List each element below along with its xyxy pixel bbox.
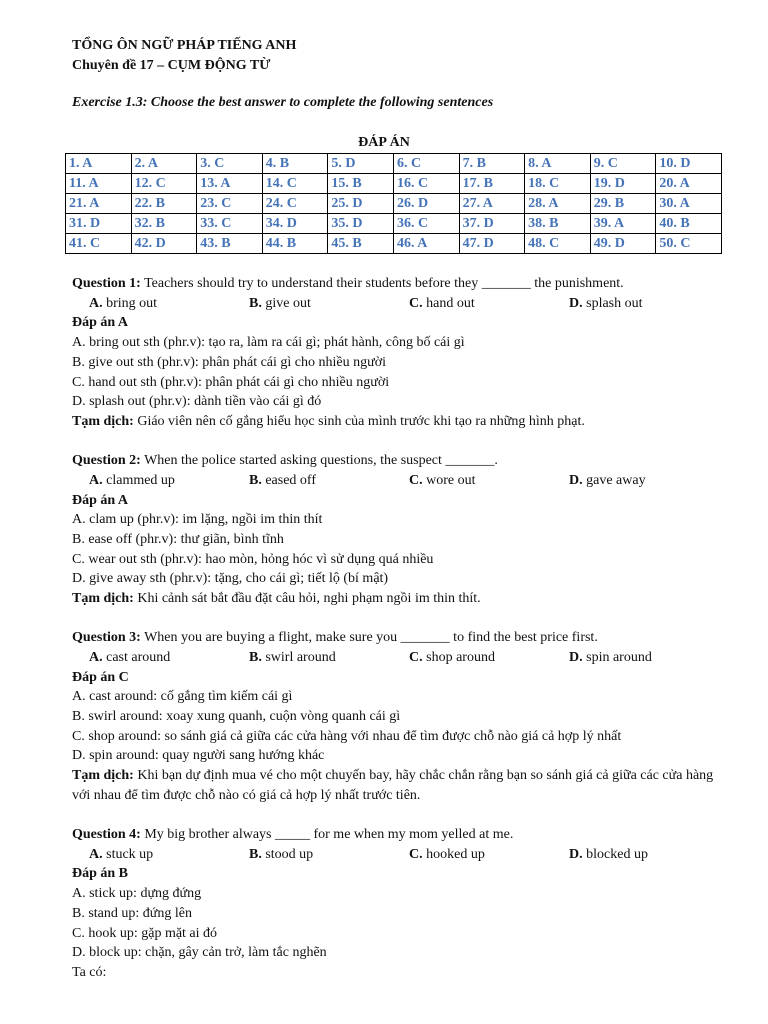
question-sentence: When the police started asking questions, the suspect _______.	[140, 453, 498, 469]
answer-key-cell: 36. C	[393, 214, 459, 234]
answer-option	[89, 845, 153, 865]
question-block	[72, 451, 732, 609]
question-text	[72, 628, 732, 648]
answer-key-cell: 41. C	[66, 234, 132, 254]
answer-options	[72, 294, 732, 314]
question-text	[72, 274, 732, 294]
option-text: stood up	[261, 846, 314, 862]
question-label: Question 3:	[72, 630, 141, 646]
exercise-instruction: : Choose the best answer to complete the following sentences	[142, 95, 494, 110]
answer-key-cell: 40. B	[656, 214, 722, 234]
answer-key-cell: 15. B	[328, 174, 394, 194]
explanation-line: D. block up: chặn, gây cản trở, làm tắc nghẽn	[72, 945, 327, 961]
answer-option	[569, 294, 643, 314]
option-text: eased off	[261, 472, 317, 488]
answer-key-cell: 16. C	[393, 174, 459, 194]
option-letter: A.	[89, 649, 103, 665]
answer-key-cell: 28. A	[525, 194, 591, 214]
answer-option	[409, 648, 495, 668]
option-letter: D.	[569, 649, 583, 665]
answer-key-cell: 30. A	[656, 194, 722, 214]
option-letter: A.	[89, 295, 103, 311]
option-letter: C.	[409, 846, 423, 862]
option-letter: C.	[409, 295, 423, 311]
option-text: wore out	[422, 472, 476, 488]
answer-key-cell: 18. C	[525, 174, 591, 194]
question-text	[72, 825, 732, 845]
answer-key-row	[66, 214, 722, 234]
answer-key-cell: 22. B	[131, 194, 197, 214]
answer-option	[89, 648, 170, 668]
answer-key-cell: 43. B	[197, 234, 263, 254]
translation	[72, 589, 732, 609]
option-letter: A.	[89, 846, 103, 862]
answer-key-cell: 17. B	[459, 174, 525, 194]
document-title: TỔNG ÔN NGỮ PHÁP TIẾNG ANH	[72, 38, 297, 53]
translation-text: Khi cảnh sát bắt đầu đặt câu hỏi, nghi phạm ngồi im thin thít.	[133, 591, 481, 607]
answer-key-cell: 20. A	[656, 174, 722, 194]
option-letter: B.	[249, 472, 262, 488]
answer-key-cell: 35. D	[328, 214, 394, 234]
option-text: bring out	[102, 295, 158, 311]
translation	[72, 412, 732, 432]
translation-text: Giáo viên nên cố gắng hiểu học sinh của mình trước khi tạo ra những hình phạt.	[133, 413, 585, 429]
answer-options	[72, 845, 732, 865]
question-spacer	[72, 609, 732, 629]
explanation-line: A. stick up: dựng đứng	[72, 886, 202, 902]
answer-key-cell: 38. B	[525, 214, 591, 234]
answer-key-cell: 21. A	[66, 194, 132, 214]
option-letter: B.	[249, 649, 262, 665]
explanation-line: B. ease off (phr.v): thư giãn, bình tĩnh	[72, 531, 284, 547]
answer-key-cell: 31. D	[66, 214, 132, 234]
answer-key-cell: 7. B	[459, 154, 525, 174]
answer-option	[249, 294, 311, 314]
answer-option	[569, 648, 652, 668]
option-letter: A.	[89, 472, 103, 488]
answer-options	[72, 471, 732, 491]
answer-key-cell: 37. D	[459, 214, 525, 234]
answer-key-cell: 10. D	[656, 154, 722, 174]
answer-key-cell: 44. B	[262, 234, 328, 254]
question-sentence: When you are buying a flight, make sure you _______ to find the best price first.	[140, 630, 598, 646]
question-spacer	[72, 806, 732, 826]
option-text: swirl around	[261, 649, 336, 665]
option-text: stuck up	[102, 846, 154, 862]
answer-key-cell: 9. C	[590, 154, 656, 174]
translation	[72, 766, 732, 805]
option-letter: D.	[569, 846, 583, 862]
answer-key-cell: 19. D	[590, 174, 656, 194]
question-label: Question 2:	[72, 453, 141, 469]
answer-key-cell: 49. D	[590, 234, 656, 254]
question-block	[72, 628, 732, 805]
option-letter: B.	[249, 295, 262, 311]
option-text: hooked up	[422, 846, 485, 862]
explanation-line: C. wear out sth (phr.v): hao mòn, hỏng hóc vì sử dụng quá nhiều	[72, 551, 434, 567]
answer-option	[89, 471, 175, 491]
answer-key-cell: 23. C	[197, 194, 263, 214]
answer-option	[409, 845, 485, 865]
answer-key-cell: 29. B	[590, 194, 656, 214]
answer-key-cell: 27. A	[459, 194, 525, 214]
option-text: give out	[261, 295, 311, 311]
question-sentence: My big brother always _____ for me when my mom yelled at me.	[140, 827, 514, 843]
explanation-line: A. cast around: cố gắng tìm kiếm cái gì	[72, 689, 293, 705]
answer-key-cell: 45. B	[328, 234, 394, 254]
question-text	[72, 451, 732, 471]
option-text: gave away	[582, 472, 646, 488]
translation-text: Khi bạn dự định mua vé cho một chuyến bay, hãy chắc chắn rằng bạn so sánh giá cả giữa các cửa hàng với nhau để tìm được chỗ nào có giá cả hợp lý nhất trước tiên.	[72, 768, 714, 803]
answer-key-cell: 8. A	[525, 154, 591, 174]
correct-answer: Đáp án A	[72, 315, 129, 331]
answer-key-table	[65, 153, 722, 254]
answer-key-cell: 25. D	[328, 194, 394, 214]
answer-key-cell: 47. D	[459, 234, 525, 254]
note-line: Ta có:	[72, 964, 107, 980]
exercise-heading	[72, 95, 493, 111]
question-label: Question 1:	[72, 276, 141, 291]
option-text: hand out	[422, 295, 475, 311]
option-text: shop around	[422, 649, 495, 665]
explanation-line: B. swirl around: xoay xung quanh, cuộn vòng quanh cái gì	[72, 709, 401, 725]
answer-option	[409, 294, 475, 314]
answer-key-cell: 13. A	[197, 174, 263, 194]
option-text: blocked up	[582, 846, 648, 862]
answer-key-cell: 42. D	[131, 234, 197, 254]
option-text: spin around	[582, 649, 652, 665]
exercise-label: Exercise 1.3	[72, 95, 143, 110]
correct-answer: Đáp án B	[72, 866, 129, 882]
explanation-line: A. bring out sth (phr.v): tạo ra, làm ra cái gì; phát hành, công bố cái gì	[72, 335, 465, 351]
answer-key-cell: 6. C	[393, 154, 459, 174]
answer-key-cell: 48. C	[525, 234, 591, 254]
answer-key-cell: 12. C	[131, 174, 197, 194]
answer-key-row	[66, 154, 722, 174]
translation-label: Tạm dịch:	[72, 768, 134, 784]
answer-key-cell: 2. A	[131, 154, 197, 174]
explanation-line: B. give out sth (phr.v): phân phát cái gì cho nhiều người	[72, 354, 386, 370]
question-block	[72, 274, 732, 432]
question-label: Question 4:	[72, 827, 141, 843]
answer-key-cell: 32. B	[131, 214, 197, 234]
questions-list	[72, 274, 732, 983]
explanation-line: A. clam up (phr.v): im lặng, ngồi im thin thít	[72, 512, 323, 528]
answer-key-cell: 5. D	[328, 154, 394, 174]
explanation-line: D. give away sth (phr.v): tặng, cho cái gì; tiết lộ (bí mật)	[72, 571, 389, 587]
answer-option	[249, 845, 313, 865]
answer-option	[89, 294, 157, 314]
explanation-line: C. shop around: so sánh giá cả giữa các cửa hàng với nhau để tìm được chỗ nào giá cả hợp lý nhất	[72, 728, 622, 744]
answer-key-cell: 34. D	[262, 214, 328, 234]
answer-key-row	[66, 234, 722, 254]
answer-key-cell: 4. B	[262, 154, 328, 174]
question-sentence: Teachers should try to understand their students before they _______ the punishment.	[140, 276, 624, 291]
answer-key-row	[66, 194, 722, 214]
document-subtitle: Chuyên đề 17 – CỤM ĐỘNG TỪ	[72, 58, 271, 73]
option-letter: D.	[569, 295, 583, 311]
question-spacer	[72, 432, 732, 452]
answer-key-cell: 24. C	[262, 194, 328, 214]
option-letter: C.	[409, 649, 423, 665]
answer-key-cell: 39. A	[590, 214, 656, 234]
option-text: clammed up	[102, 472, 175, 488]
translation-label: Tạm dịch:	[72, 413, 134, 429]
correct-answer: Đáp án A	[72, 492, 129, 508]
option-letter: B.	[249, 846, 262, 862]
answer-key-cell: 26. D	[393, 194, 459, 214]
answer-key-cell: 14. C	[262, 174, 328, 194]
question-block	[72, 825, 732, 983]
answer-option	[409, 471, 476, 491]
answer-option	[569, 845, 648, 865]
explanation-line: D. spin around: quay người sang hướng khác	[72, 748, 325, 764]
answer-key-cell: 11. A	[66, 174, 132, 194]
option-text: splash out	[582, 295, 643, 311]
explanation-line: B. stand up: đứng lên	[72, 905, 192, 921]
answer-key-cell: 1. A	[66, 154, 132, 174]
answer-options	[72, 648, 732, 668]
answer-key-row	[66, 174, 722, 194]
answer-option	[249, 648, 336, 668]
translation-label: Tạm dịch:	[72, 591, 134, 607]
document-header	[72, 36, 296, 76]
answer-key-cell: 50. C	[656, 234, 722, 254]
answer-key-title: ĐÁP ÁN	[358, 135, 410, 150]
answer-key-cell: 33. C	[197, 214, 263, 234]
answer-option	[249, 471, 316, 491]
option-letter: C.	[409, 472, 423, 488]
option-letter: D.	[569, 472, 583, 488]
explanation-line: C. hand out sth (phr.v): phân phát cái gì cho nhiều người	[72, 374, 390, 390]
answer-key-cell: 46. A	[393, 234, 459, 254]
correct-answer: Đáp án C	[72, 669, 129, 685]
explanation-line: D. splash out (phr.v): dành tiền vào cái gì đó	[72, 394, 322, 410]
explanation-line: C. hook up: gặp mặt ai đó	[72, 925, 218, 941]
answer-option	[569, 471, 646, 491]
option-text: cast around	[102, 649, 171, 665]
answer-key-cell: 3. C	[197, 154, 263, 174]
